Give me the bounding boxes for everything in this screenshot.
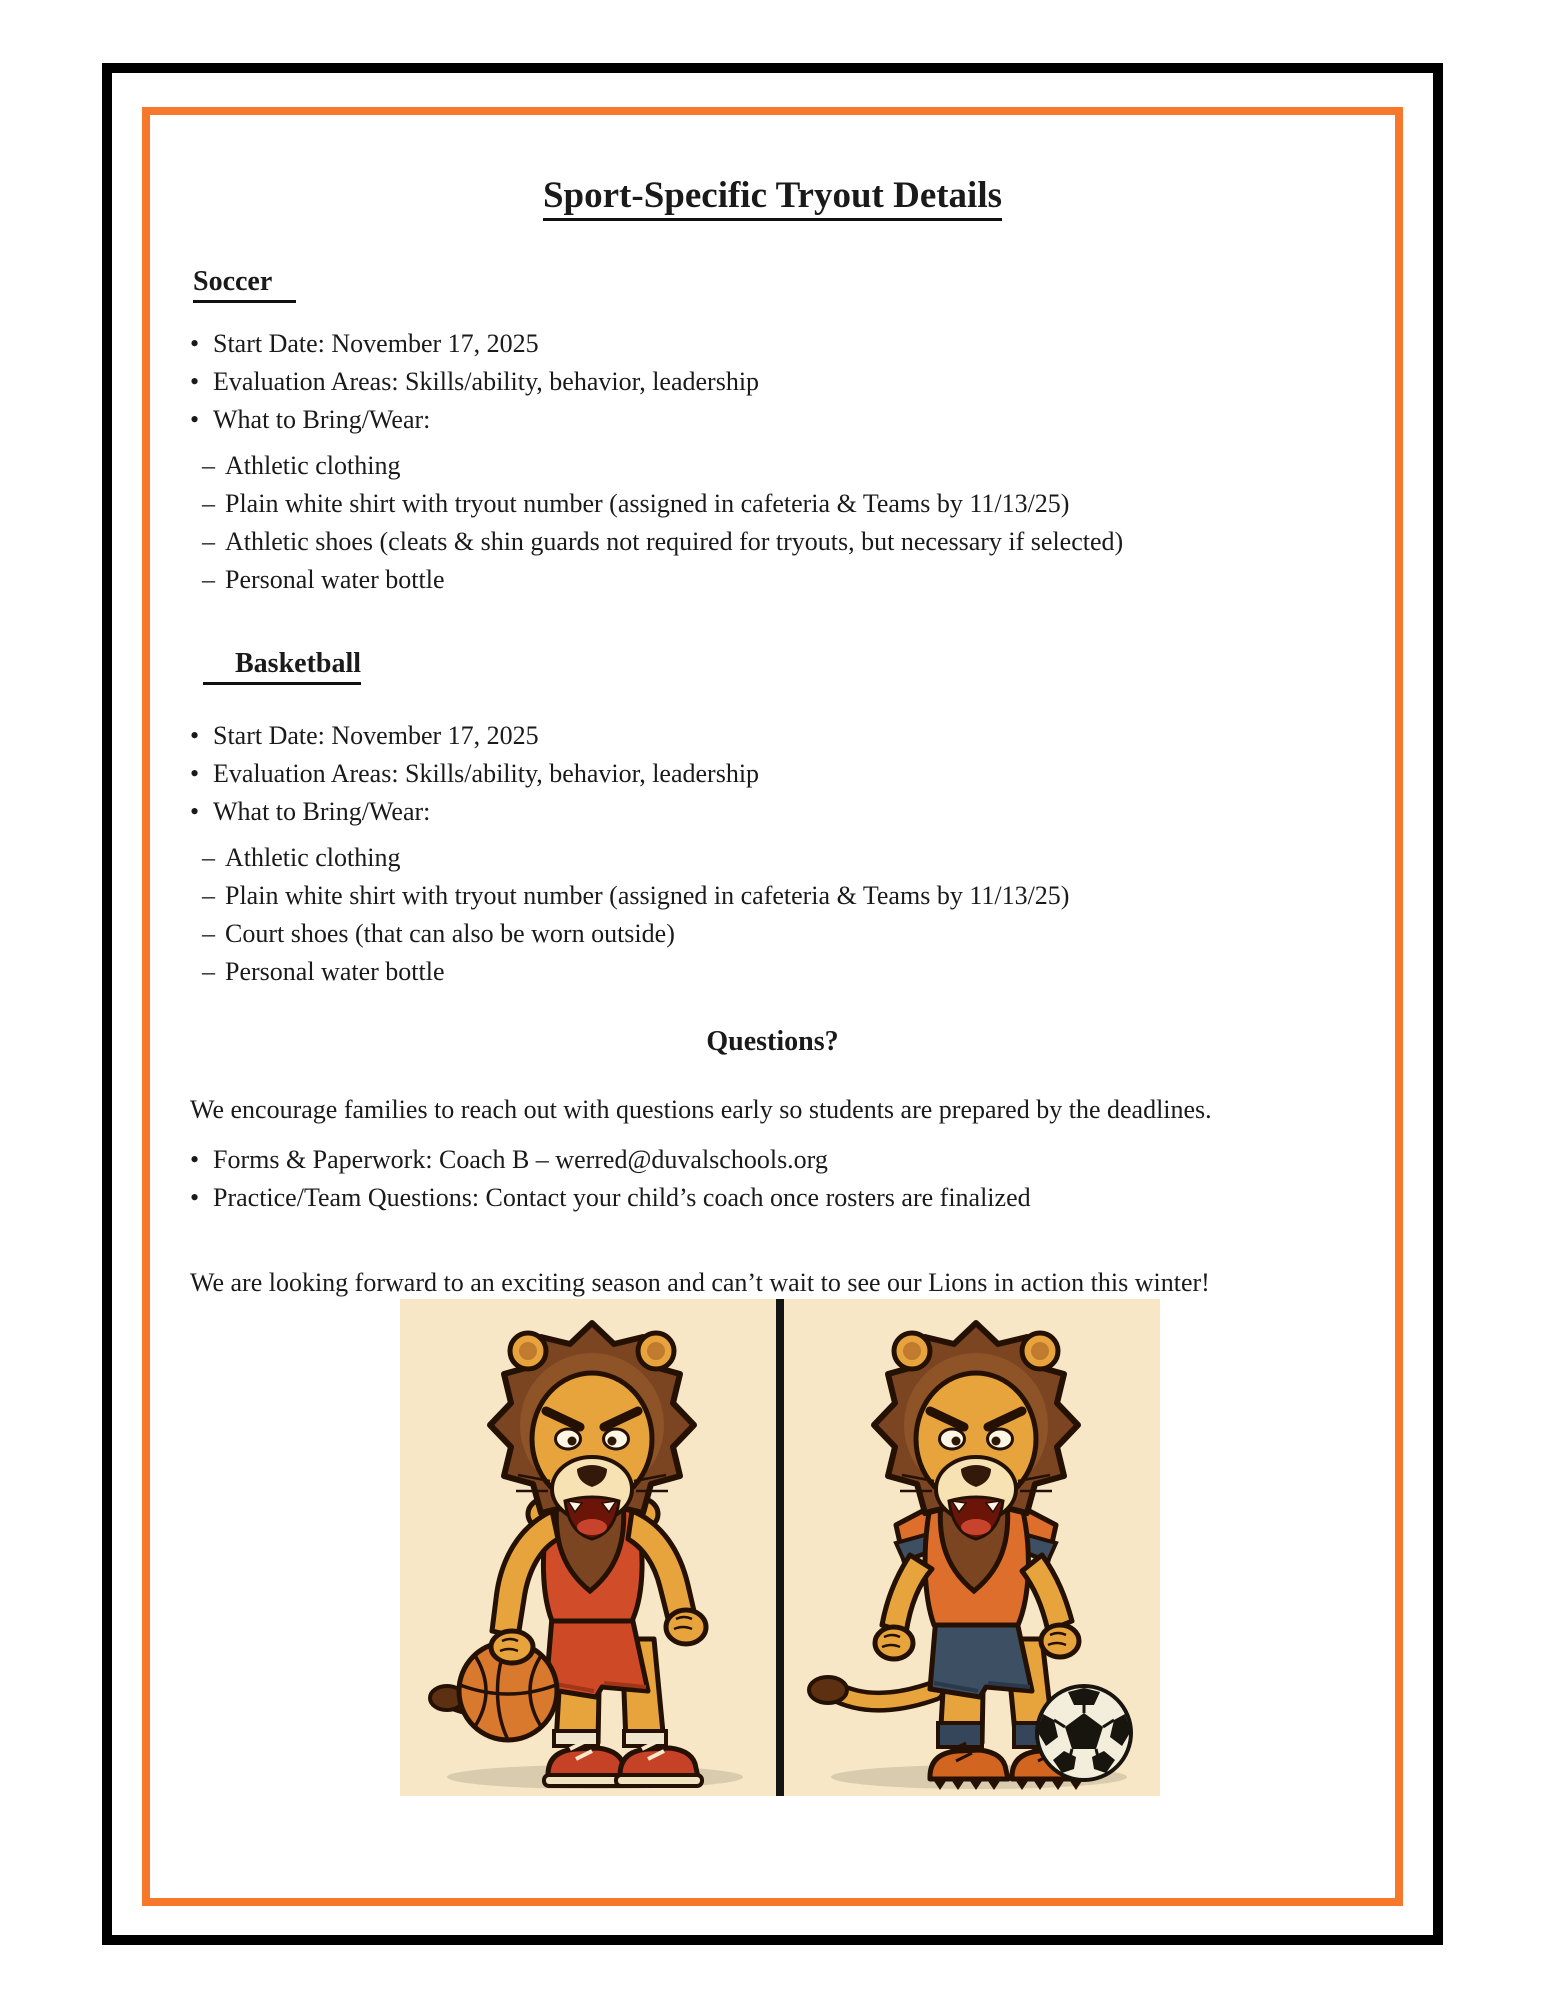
basketball-lion-svg	[400, 1299, 776, 1796]
lion-soccer-illustration	[784, 1299, 1160, 1796]
bullet-marker: •	[190, 797, 200, 826]
sub-item	[202, 953, 1355, 991]
dash-marker: –	[202, 957, 215, 986]
flyer-content	[150, 115, 1395, 1898]
bullet-marker: •	[190, 405, 200, 434]
list-item	[190, 363, 1355, 401]
bullet-marker: •	[190, 367, 200, 396]
dash-marker: –	[202, 527, 215, 556]
item-text: Start Date: November 17, 2025	[213, 329, 539, 358]
dash-marker: –	[202, 489, 215, 518]
bullet-marker: •	[190, 721, 200, 750]
mascot-illustration	[400, 1299, 1160, 1796]
inner-orange-border	[142, 107, 1403, 1906]
item-text: Forms & Paperwork: Coach B – werred@duvalschools.org	[213, 1145, 828, 1174]
closing-paragraph: We are looking forward to an exciting season and can’t wait to see our Lions in action this winter!	[190, 1268, 1210, 1297]
soccer-ball	[1037, 1686, 1131, 1780]
bullet-marker: •	[190, 759, 200, 788]
sub-item	[202, 877, 1355, 915]
sub-item	[202, 447, 1355, 485]
dash-marker: –	[202, 451, 215, 480]
list-item	[190, 1179, 1355, 1217]
soccer-bullet-list	[190, 325, 1355, 439]
left-sock	[938, 1723, 982, 1747]
questions-list	[190, 1141, 1355, 1217]
list-item	[190, 717, 1355, 755]
tongue	[577, 1519, 607, 1535]
section-heading-basketball: Basketball	[203, 647, 1355, 681]
right-fist	[1041, 1625, 1079, 1657]
basketball-bullet-list	[190, 717, 1355, 831]
tail	[809, 1677, 934, 1703]
list-item	[190, 793, 1355, 831]
list-item	[190, 1141, 1355, 1179]
item-text: What to Bring/Wear:	[213, 405, 431, 434]
list-item	[190, 401, 1355, 439]
sub-item	[202, 485, 1355, 523]
illustration-divider	[776, 1299, 784, 1796]
dash-marker: –	[202, 881, 215, 910]
dash-marker: –	[202, 565, 215, 594]
outer-black-border	[102, 63, 1443, 1945]
item-text: Plain white shirt with tryout number (assigned in cafeteria & Teams by 11/13/25)	[225, 489, 1070, 518]
soccer-sub-list	[190, 447, 1355, 599]
item-text: Plain white shirt with tryout number (assigned in cafeteria & Teams by 11/13/25)	[225, 881, 1070, 910]
item-text: Court shoes (that can also be worn outside)	[225, 919, 675, 948]
left-paw	[491, 1631, 533, 1663]
soccer-lion-svg	[784, 1299, 1160, 1796]
item-text: Athletic shoes (cleats & shin guards not required for tryouts, but necessary if selected)	[225, 527, 1124, 556]
sub-item	[202, 523, 1355, 561]
bullet-marker: •	[190, 1183, 200, 1212]
questions-heading: Questions?	[706, 1026, 839, 1057]
section-heading-soccer: Soccer	[193, 265, 1355, 299]
basketball-sub-list	[190, 839, 1355, 991]
sub-item	[202, 561, 1355, 599]
bullet-marker: •	[190, 329, 200, 358]
lion-basketball-illustration	[400, 1299, 776, 1796]
item-text: What to Bring/Wear:	[213, 797, 431, 826]
item-text: Athletic clothing	[225, 451, 401, 480]
item-text: Practice/Team Questions: Contact your child’s coach once rosters are finalized	[213, 1183, 1031, 1212]
sub-item	[202, 915, 1355, 953]
dash-marker: –	[202, 843, 215, 872]
item-text: Athletic clothing	[225, 843, 401, 872]
item-text: Start Date: November 17, 2025	[213, 721, 539, 750]
tongue	[961, 1519, 991, 1535]
item-text: Personal water bottle	[225, 565, 445, 594]
left-fist	[875, 1627, 913, 1659]
list-item	[190, 755, 1355, 793]
list-item	[190, 325, 1355, 363]
dash-marker: –	[202, 919, 215, 948]
item-text: Personal water bottle	[225, 957, 445, 986]
intro-paragraph: We encourage families to reach out with questions early so students are prepared by the deadlines.	[190, 1095, 1212, 1124]
sub-item	[202, 839, 1355, 877]
item-text: Evaluation Areas: Skills/ability, behavior, leadership	[213, 759, 760, 788]
bullet-marker: •	[190, 1145, 200, 1174]
item-text: Evaluation Areas: Skills/ability, behavior, leadership	[213, 367, 760, 396]
page-title: Sport-Specific Tryout Details	[190, 173, 1355, 219]
